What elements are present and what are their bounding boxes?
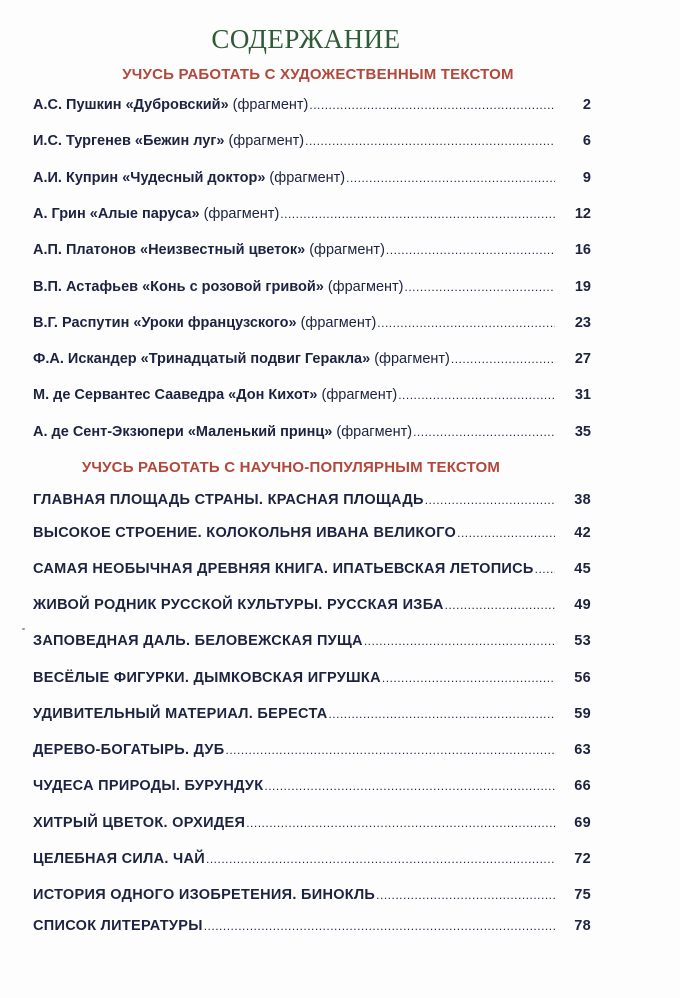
toc-entry-title: А. Грин «Алые паруса» (фрагмент)	[33, 206, 280, 222]
page-number: 53	[574, 633, 591, 649]
dot-leader	[386, 243, 555, 257]
toc-entry	[33, 170, 591, 192]
dot-leader	[398, 388, 555, 402]
page-number: 19	[574, 279, 591, 295]
dot-leader	[413, 425, 555, 439]
toc-entry	[33, 424, 591, 446]
toc-entry-title: А.С. Пушкин «Дубровский» (фрагмент)	[33, 97, 309, 113]
page-number: 45	[574, 561, 591, 577]
section-heading-literary: УЧУСЬ РАБОТАТЬ С ХУДОЖЕСТВЕННЫМ ТЕКСТОМ	[122, 66, 514, 83]
toc-entry	[33, 815, 591, 837]
toc-entry	[33, 706, 591, 728]
page-number: 78	[574, 918, 591, 934]
dot-leader	[246, 816, 555, 830]
toc-entry	[33, 918, 591, 940]
toc-entry	[33, 387, 591, 409]
toc-entry-title: ВЕСЁЛЫЕ ФИГУРКИ. ДЫМКОВСКАЯ ИГРУШКА	[33, 670, 381, 686]
toc-entry-title: ВЫСОКОЕ СТРОЕНИЕ. КОЛОКОЛЬНЯ ИВАНА ВЕЛИКОГО	[33, 525, 457, 541]
toc-entry	[33, 887, 591, 909]
toc-entry-title: ХИТРЫЙ ЦВЕТОК. ОРХИДЕЯ	[33, 815, 246, 831]
dot-leader	[535, 562, 555, 576]
toc-entry-title: В.Г. Распутин «Уроки французского» (фрагмент)	[33, 315, 377, 331]
page-number: 59	[574, 706, 591, 722]
toc-entry-title: ЧУДЕСА ПРИРОДЫ. БУРУНДУК	[33, 778, 264, 794]
toc-entry-title: А.П. Платонов «Неизвестный цветок» (фрагмент)	[33, 242, 385, 258]
toc-entry-title: М. де Сервантес Сааведра «Дон Кихот» (фрагмент)	[33, 387, 398, 403]
page-number: 35	[574, 424, 591, 440]
toc-entry	[33, 525, 591, 547]
dot-leader	[309, 98, 555, 112]
page-number: 6	[582, 133, 591, 149]
toc-entry	[33, 242, 591, 264]
toc-entry	[33, 351, 591, 373]
toc-entry	[33, 633, 591, 655]
page-number: 31	[574, 387, 591, 403]
toc-entry	[33, 670, 591, 692]
dot-leader	[451, 352, 555, 366]
section-heading-popular-science: УЧУСЬ РАБОТАТЬ С НАУЧНО-ПОПУЛЯРНЫМ ТЕКСТОМ	[81, 459, 501, 476]
toc-entry-title: СПИСОК ЛИТЕРАТУРЫ	[33, 918, 203, 934]
page-number: 66	[574, 778, 591, 794]
toc-entry-title: ЗАПОВЕДНАЯ ДАЛЬ. БЕЛОВЕЖСКАЯ ПУЩА	[33, 633, 363, 649]
toc-entry-title: Ф.А. Искандер «Тринадцатый подвиг Геракла» (фрагмент)	[33, 351, 450, 367]
page-number: 75	[574, 887, 591, 903]
dot-leader	[364, 634, 555, 648]
toc-entry-title: САМАЯ НЕОБЫЧНАЯ ДРЕВНЯЯ КНИГА. ИПАТЬЕВСКАЯ ЛЕТОПИСЬ	[33, 561, 534, 577]
dot-leader	[346, 171, 555, 185]
page-title: СОДЕРЖАНИЕ	[211, 24, 401, 54]
page-number: 9	[582, 170, 591, 186]
toc-entry	[33, 206, 591, 228]
toc-entry-title: УДИВИТЕЛЬНЫЙ МАТЕРИАЛ. БЕРЕСТА	[33, 706, 328, 722]
page-number: 12	[574, 206, 591, 222]
toc-entry	[33, 851, 591, 873]
toc-entry-title: А.И. Куприн «Чудесный доктор» (фрагмент)	[33, 170, 346, 186]
page-number: 23	[574, 315, 591, 331]
page-number: 2	[582, 97, 591, 113]
toc-entry	[33, 561, 591, 583]
toc-entry	[33, 742, 591, 764]
page-number: 49	[574, 597, 591, 613]
dot-leader	[377, 316, 555, 330]
dot-leader	[305, 134, 555, 148]
page-number: 27	[574, 351, 591, 367]
toc-entry-title: ИСТОРИЯ ОДНОГО ИЗОБРЕТЕНИЯ. БИНОКЛЬ	[33, 887, 376, 903]
dot-leader	[445, 598, 555, 612]
toc-entry-title: ЖИВОЙ РОДНИК РУССКОЙ КУЛЬТУРЫ. РУССКАЯ ИЗБА	[33, 597, 444, 613]
dot-leader	[225, 743, 555, 757]
dot-leader	[376, 888, 555, 902]
dot-leader	[457, 526, 555, 540]
toc-entry	[33, 97, 591, 119]
page-number: 56	[574, 670, 591, 686]
page-number: 69	[574, 815, 591, 831]
toc-entry	[33, 279, 591, 301]
toc-entry-title: ДЕРЕВО-БОГАТЫРЬ. ДУБ	[33, 742, 225, 758]
toc-entry	[33, 133, 591, 155]
dot-leader	[264, 779, 555, 793]
toc-entry-title: ЦЕЛЕБНАЯ СИЛА. ЧАЙ	[33, 851, 206, 867]
dot-leader	[204, 919, 555, 933]
dot-leader	[206, 852, 555, 866]
dot-leader	[328, 707, 555, 721]
dot-leader	[280, 207, 555, 221]
toc-entry-title: В.П. Астафьев «Конь с розовой гривой» (фрагмент)	[33, 279, 404, 295]
dot-leader	[382, 671, 555, 685]
page-number: 38	[574, 492, 591, 508]
dot-leader	[425, 493, 555, 507]
toc-entry-title: ГЛАВНАЯ ПЛОЩАДЬ СТРАНЫ. КРАСНАЯ ПЛОЩАДЬ	[33, 492, 424, 508]
toc-entry-title: И.С. Тургенев «Бежин луг» (фрагмент)	[33, 133, 305, 149]
scan-speck	[22, 628, 25, 630]
toc-entry	[33, 778, 591, 800]
toc-entry-title: А. де Сент-Экзюпери «Маленький принц» (фрагмент)	[33, 424, 413, 440]
toc-entry	[33, 492, 591, 514]
page-number: 42	[574, 525, 591, 541]
page-number: 72	[574, 851, 591, 867]
page-number: 63	[574, 742, 591, 758]
toc-entry	[33, 597, 591, 619]
dot-leader	[405, 280, 555, 294]
toc-entry	[33, 315, 591, 337]
page-number: 16	[574, 242, 591, 258]
